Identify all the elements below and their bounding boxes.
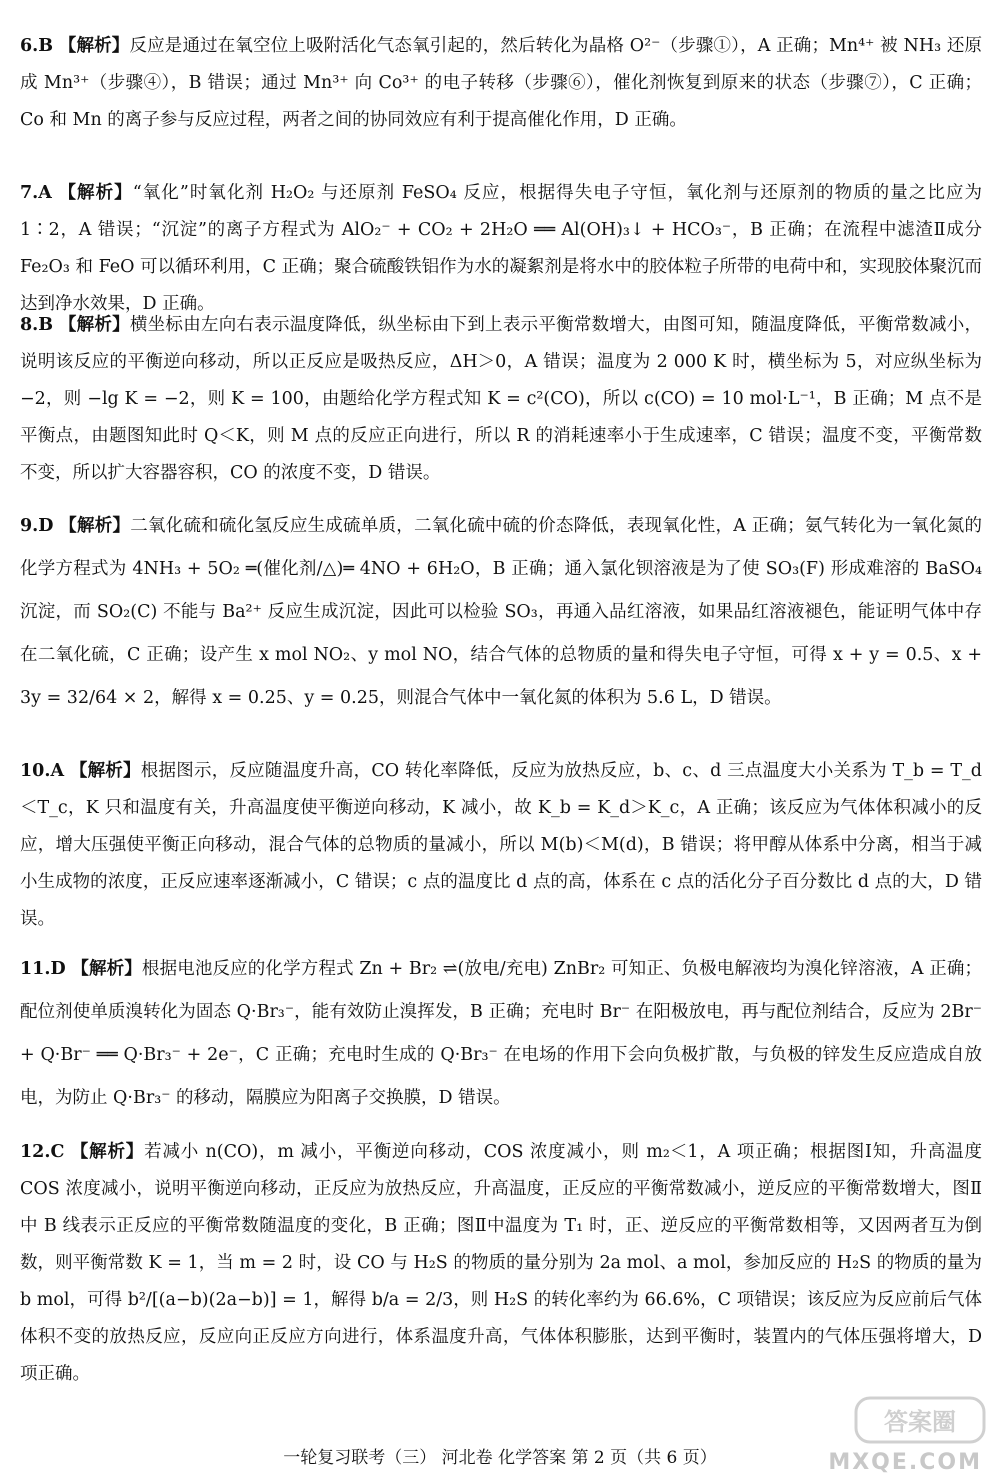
item-number: 11.D — [20, 959, 66, 979]
item-text: 根据电池反应的化学方程式 Zn + Br₂ ⇌(放电/充电) ZnBr₂ 可知正、负极电解液均为溴化锌溶液，A 正确；配位剂使单质溴转化为固态 Q·Br₃⁻，能有效防止溴挥发，B 正确；充电时 Br⁻ 在阳极放电，再与配位剂结合，反应为 2Br⁻ + Q·Br⁻ ══ Q·Br₃⁻ + 2e⁻，C 正确；充电时生成的 Q·Br₃⁻ 在电场的作用下会向负极扩散，与负极的锌发生反应造成自放电，为防止 Q·Br₃⁻ 的移动，隔膜应为阳离子交换膜，D 错误。 — [20, 959, 983, 1108]
item-text: 若减小 n(CO)，m 减小，平衡逆向移动，COS 浓度减小，则 m₂＜1，A 项正确；根据图Ⅰ知，升高温度 COS 浓度减小，说明平衡逆向移动，正反应为放热反应，升高温度，正反应的平衡常数减小，逆反应的平衡常数增大，图Ⅱ中 B 线表示正反应的平衡常数随温度的变化，B 正确；图Ⅱ中温度为 T₁ 时，正、逆反应的平衡常数相等，又因两者互为倒数，则平衡常数 K = 1，当 m = 2 时，设 CO 与 H₂S 的物质的量分别为 2a mol、a mol，参加反应的 H₂S 的物质的量为 b mol，可得 b²/[(a−b)(2a−b)] = 1，解得 b/a = 2/3，则 H₂S 的转化率约为 66.6%，C 项错误；该反应为反应前后气体体积不变的放热反应，反应向正反应方向进行，体系温度升高，气体体积膨胀，达到平衡时，装置内的气体压强将增大，D 项正确。 — [20, 1142, 982, 1384]
answer-item-11 — [20, 948, 982, 1120]
analysis-tag: 【解析】 — [59, 516, 131, 536]
analysis-tag: 【解析】 — [71, 959, 142, 979]
watermark-logo-text: 答案圈 — [884, 1408, 956, 1436]
item-number: 7.A — [20, 183, 52, 203]
item-number: 6.B — [20, 36, 54, 56]
item-number: 10.A — [20, 761, 65, 781]
analysis-tag: 【解析】 — [69, 761, 141, 781]
analysis-tag: 【解析】 — [58, 36, 130, 56]
item-text: 反应是通过在氧空位上吸附活化气态氧引起的，然后转化为晶格 O²⁻（步骤①），A 正确；Mn⁴⁺ 被 NH₃ 还原成 Mn³⁺（步骤④），B 错误；通过 Mn³⁺ 向 Co³⁺ 的电子转移（步骤⑥），催化剂恢复到原来的状态（步骤⑦），C 正确；Co 和 Mn 的离子参与反应过程，两者之间的协同效应有利于提高催化作用，D 正确。 — [20, 36, 982, 130]
item-text: 根据图示，反应随温度升高，CO 转化率降低，反应为放热反应，b、c、d 三点温度大小关系为 T_b = T_d＜T_c，K 只和温度有关，升高温度使平衡逆向移动，K 减小，故 K_b = K_d＞K_c，A 正确；该反应为气体体积减小的反应，增大压强使平衡正向移动，混合气体的总物质的量减小，所以 M(b)＜M(d)，B 错误；将甲醇从体系中分离，相当于减小生成物的浓度，正反应速率逐渐减小，C 错误；c 点的温度比 d 点的高，体系在 c 点的活化分子百分数比 d 点的大，D 错误。 — [20, 761, 982, 929]
item-number: 8.B — [20, 315, 54, 335]
answer-item-8 — [20, 307, 982, 492]
watermark-text: MXQE.COM — [828, 1450, 982, 1475]
page-footer: 一轮复习联考（三） 河北卷 化学答案 第 2 页（共 6 页） — [283, 1448, 717, 1468]
item-number: 9.D — [20, 516, 54, 536]
answer-item-10 — [20, 753, 982, 938]
analysis-tag: 【解析】 — [58, 183, 133, 203]
item-number: 12.C — [20, 1142, 65, 1162]
answer-item-12 — [20, 1134, 982, 1393]
answer-item-6 — [20, 28, 982, 139]
item-text: “氧化”时氧化剂 H₂O₂ 与还原剂 FeSO₄ 反应，根据得失电子守恒，氧化剂与还原剂的物质的量之比应为 1∶2，A 错误；“沉淀”的离子方程式为 AlO₂⁻ + CO₂ + 2H₂O ══ Al(OH)₃↓ + HCO₃⁻，B 正确；在流程中滤渣Ⅱ成分 Fe₂O₃ 和 FeO 可以循环利用，C 正确；聚合硫酸铁铝作为水的凝絮剂是将水中的胶体粒子所带的电荷中和，实现胶体聚沉而达到净水效果，D 正确。 — [20, 183, 982, 314]
analysis-tag: 【解析】 — [70, 1142, 145, 1162]
item-text: 二氧化硫和硫化氢反应生成硫单质，二氧化硫中硫的价态降低，表现氧化性，A 正确；氨气转化为一氧化氮的化学方程式为 4NH₃ + 5O₂ ═(催化剂/△)═ 4NO + 6H₂O，B 正确；通入氯化钡溶液是为了使 SO₃(F) 形成难溶的 BaSO₄ 沉淀，而 SO₂(C) 不能与 Ba²⁺ 反应生成沉淀，因此可以检验 SO₃，再通入品红溶液，如果品红溶液褪色，能证明气体中存在二氧化硫，C 正确；设产生 x mol NO₂、y mol NO，结合气体的总物质的量和得失电子守恒，可得 x + y = 0.5、x + 3y = 32/64 × 2，解得 x = 0.25、y = 0.25，则混合气体中一氧化氮的体积为 5.6 L，D 错误。 — [20, 516, 983, 708]
analysis-tag: 【解析】 — [58, 315, 130, 335]
answer-item-9 — [20, 505, 982, 720]
answer-item-7 — [20, 175, 982, 323]
item-text: 横坐标由左向右表示温度降低，纵坐标由下到上表示平衡常数增大，由图可知，随温度降低，平衡常数减小，说明该反应的平衡逆向移动，所以正反应是吸热反应，ΔH＞0，A 错误；温度为 2 000 K 时，横坐标为 5，对应纵坐标为 −2，则 −lg K = −2，则 K = 100，由题给化学方程式知 K = c²(CO)，所以 c(CO) = 10 mol·L⁻¹，B 正确；M 点不是平衡点，由题图知此时 Q＜K，则 M 点的反应正向进行，所以 R 的消耗速率小于生成速率，C 错误；温度不变，平衡常数不变，所以扩大容器容积，CO 的浓度不变，D 错误。 — [20, 315, 982, 483]
